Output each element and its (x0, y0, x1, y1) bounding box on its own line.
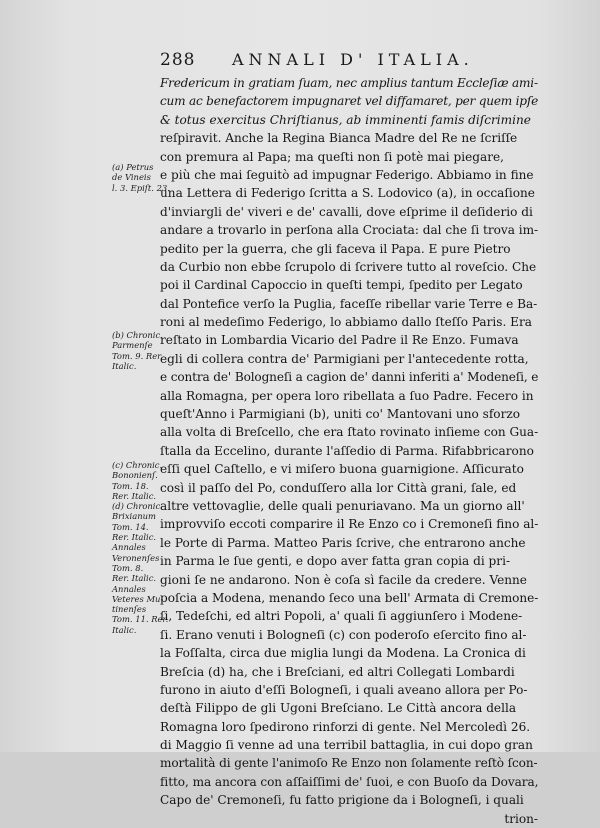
text-line: deſtà Filippo de gli Ugoni Breſciano. Le Città ancora della (160, 701, 517, 716)
text-line: queſt'Anno i Parmigiani (b), uniti co' Mantovani uno sforzo (160, 407, 521, 422)
note-line: (b) Chronic. (112, 330, 163, 340)
text-line: ſtalla da Eccelino, durante l'aſſedio di Parma. Rifabbricarono (160, 443, 534, 458)
note-line: (d) Chronic. (112, 501, 163, 512)
text-line: da Curbio non ebbe ſcrupolo di ſcrivere tutto al roveſcio. Che (160, 259, 537, 274)
note-line: Veronenſes (112, 552, 160, 563)
text-line: di Maggio ſi venne ad una terribil battaglia, in cui dopo gran (160, 738, 533, 753)
note-line: tinenſes (112, 604, 147, 615)
text-line: alla volta di Breſcello, che era ſtato rovinato inſieme con Gua- (160, 425, 539, 440)
note-line: Italic. (112, 360, 137, 371)
page-number: 288 (160, 50, 196, 70)
text-line: con premura al Papa; ma queſti non ſi potè mai piegare, (160, 149, 504, 164)
note-line: Veteres Mu- (112, 593, 164, 604)
margin-note-c-d (112, 460, 168, 635)
text-line: andare a trovarlo in perſona alla Crociata: dal che ſi trova im- (160, 223, 539, 238)
text-line: la Foſſalta, circa due miglia lungi da Modena. La Cronica di (160, 646, 526, 661)
text-line: reſpiravit. Anche la Regina Bianca Madre del Re ne ſcriſſe (160, 131, 518, 146)
text-line: roni al medeſimo Federigo, lo abbiamo dallo ſteſſo Paris. Era (160, 315, 533, 330)
note-line: Rer. Italic. (112, 490, 157, 501)
text-line: Capo de' Cremoneſi, fu fatto prigione da i Bologneſi, i quali (160, 793, 524, 808)
text-line: gioni ſe ne andarono. Non è coſa sì facile da credere. Venne (160, 572, 527, 587)
text-line: così il paſſo del Po, conduſſero alla lor Città grani, ſale, ed (160, 480, 517, 495)
text-line: furono in aiuto d'eſſi Bologneſi, i quali aveano allora per Po- (160, 682, 528, 697)
note-line: (c) Chronic. (112, 460, 163, 470)
text-line: Breſcia (d) ha, che i Breſciani, ed altri Collegati Lombardi (160, 664, 515, 679)
note-line: Tom. 18. (112, 480, 149, 491)
note-line: Bononienſ. (112, 470, 158, 481)
text-line: eſſi quel Caſtello, e vi miſero buona guarnigione. Aſſicurato (160, 462, 524, 477)
margin-note-a (112, 162, 170, 193)
text-line: e più che mai ſeguitò ad impugnar Federigo. Abbiamo in fine (160, 167, 534, 182)
note-line: Brixianum (112, 511, 156, 522)
text-line: le Porte di Parma. Matteo Paris ſcrive, che entrarono anche (160, 535, 526, 550)
text-line: altre vettovaglie, delle quali penuriavano. Ma un giorno all' (160, 498, 525, 513)
note-line: (a) Petrus (112, 162, 154, 172)
note-line: Rer. Italic. (112, 573, 157, 584)
note-line: Parmenſe (112, 340, 153, 351)
text-line: ſi, Tedeſchi, ed altri Popoli, a' quali ſi aggiunſero i Modene- (160, 609, 523, 624)
text-line: reſtato in Lombardia Vicario del Padre il Re Enzo. Fumava (160, 333, 519, 348)
note-line: Tom. 11. Rer. (112, 614, 169, 625)
text-line: improvviſo eccoti comparire il Re Enzo co i Cremoneſi fino al- (160, 517, 539, 532)
text-line: poi il Cardinal Capoccio in queſti tempi, ſpedito per Legato (160, 278, 523, 293)
text-line: egli di collera contra de' Parmigiani per l'antecedente rotta, (160, 351, 529, 366)
text-line: d'inviargli de' viveri e de' cavalli, dove eſprime il deſiderio di (160, 204, 533, 219)
note-line: l. 3. Epiſt. 23. (112, 182, 170, 193)
note-line: de Vineis (112, 172, 151, 183)
text-line: alla Romagna, per opera loro ribellata a ſuo Padre. Fecero in (160, 388, 534, 403)
note-line: Tom. 14. (112, 521, 149, 532)
text-line: fitto, ma ancora con aſſaiſſimi de' ſuoi, e con Buoſo da Dovara, (160, 774, 539, 789)
text-line: Fredericum in gratiam ſuam, nec amplius tantum Eccleſiæ ami- (160, 76, 538, 90)
text-line: ſi. Erano venuti i Bologneſi (c) con poderoſo eſercito fino al- (160, 627, 527, 642)
text-line: poſcia a Modena, menando ſeco una bell' Armata di Cremone- (160, 590, 539, 605)
text-line: pedito per la guerra, che gli faceva il Papa. E pure Pietro (160, 241, 511, 256)
note-line: Italic. (112, 624, 137, 635)
running-head: ANNALI D' ITALIA. (232, 50, 474, 69)
text-line: mortalità di gente l'animoſo Re Enzo non ſolamente reſtò ſcon- (160, 756, 538, 771)
note-line: Annales (112, 583, 146, 594)
text-line: Romagna loro ſpedirono rinforzi di gente. Nel Mercoledì 26. (160, 719, 531, 734)
note-line: Tom. 8. (112, 562, 144, 573)
text-line: in Parma le ſue genti, e dopo aver fatta gran copia di pri- (160, 554, 511, 569)
note-line: Tom. 9. Rer. (112, 350, 163, 361)
text-line: una Lettera di Federigo ſcritta a S. Lodovico (a), in occaſione (160, 186, 535, 201)
note-line: Rer. Italic. (112, 532, 157, 543)
text-line: dal Pontefice verſo la Puglia, faceſſe ribellar varie Terre e Ba- (160, 296, 538, 311)
note-line: Annales (112, 542, 146, 553)
text-line: & totus exercitus Chriſtianus, ab imminenti famis diſcrimine (160, 112, 531, 127)
text-line: cum ac benefactorem impugnaret vel diffamaret, per quem ipſe (160, 94, 539, 109)
text-line: e contra de' Bologneſi a cagion de' danni inferiti a' Modeneſi, e (160, 370, 539, 385)
catchword: trion- (504, 811, 538, 826)
main-text-block (160, 74, 538, 828)
margin-note-b (112, 330, 163, 371)
